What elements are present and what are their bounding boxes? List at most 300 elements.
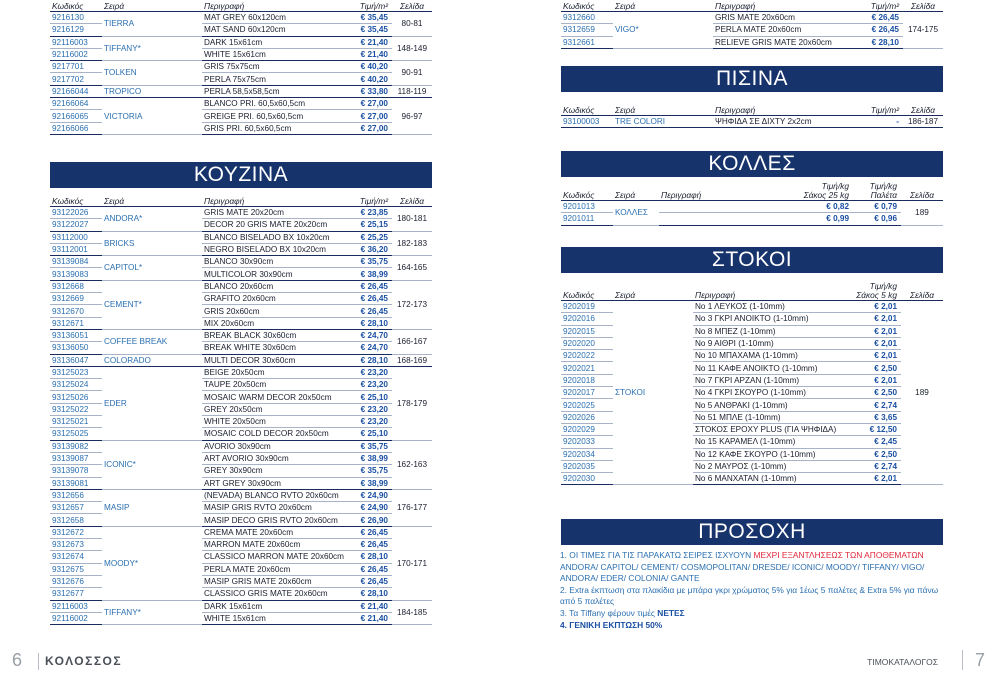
- product-code: 9217701: [50, 61, 102, 73]
- price: € 2,50: [853, 362, 901, 374]
- product-code: 9202033: [561, 436, 613, 448]
- product-description: Νο 3 ΓΚΡΙ ΑΝΟΙΚΤΟ (1-10mm): [693, 313, 853, 325]
- product-code: 9312672: [50, 526, 102, 538]
- price: € 26,45: [350, 539, 392, 551]
- product-description: TAUPE 20x50cm: [202, 379, 350, 391]
- product-code: 92166066: [50, 122, 102, 134]
- product-description: Νο 2 ΜΑΥΡΟΣ (1-10mm): [693, 460, 853, 472]
- col-price-sack: Τιμή/kg Σάκος 25 kg: [803, 181, 849, 200]
- product-description: PERLA MATE 20x60cm: [202, 563, 350, 575]
- catalog-page: 176-177: [392, 489, 432, 526]
- product-code: 93122026: [50, 207, 102, 219]
- product-description: Νο 51 ΜΠΛΕ (1-10mm): [693, 411, 853, 423]
- series-name: TOLKEN: [102, 61, 202, 86]
- catalog-page: 96-97: [392, 98, 432, 135]
- product-description: CLASSICO GRIS MATE 20x60cm: [202, 588, 350, 600]
- series-name: BRICKS: [102, 231, 202, 256]
- product-description: GRIS 20x60cm: [202, 305, 350, 317]
- col-series: Σειρά: [615, 105, 636, 115]
- catalog-page: 172-173: [392, 280, 432, 329]
- glues-table: [561, 182, 943, 226]
- note-1: 1. ΟΙ ΤΙΜΕΣ ΓΙΑ ΤΙΣ ΠΑΡΑΚΑΤΩ ΣΕΙΡΕΣ ΙΣΧΥΟΥΝ ΜΕΧΡΙ ΕΞΑΝΤΛΗΣΕΩΣ ΤΩΝ ΑΠΟΘΕΜΑΤΩΝ: [560, 550, 924, 560]
- product-code: 93125023: [50, 366, 102, 378]
- product-description: PERLA MATE 20x60cm: [713, 24, 861, 36]
- product-code: 9216130: [50, 12, 102, 24]
- catalog-page: 90-91: [392, 61, 432, 86]
- product-description: Νο 15 ΚΑΡΑΜΕΛ (1-10mm): [693, 436, 853, 448]
- price: € 25,10: [350, 391, 392, 403]
- product-code: 93125022: [50, 403, 102, 415]
- price: € 23,20: [350, 366, 392, 378]
- price: € 24,70: [350, 342, 392, 354]
- price-sack: € 0,99: [801, 213, 853, 225]
- product-description: GRIS MATE 20x60cm: [713, 12, 861, 24]
- catalog-page: 184-185: [392, 600, 432, 625]
- product-code: 92116002: [50, 612, 102, 624]
- table-row: [50, 61, 432, 73]
- price: € 28,10: [350, 354, 392, 366]
- product-code: 9202019: [561, 301, 613, 313]
- product-code: 93139082: [50, 440, 102, 452]
- product-description: DECOR 20 GRIS MATE 20x20cm: [202, 219, 350, 231]
- series-name: TROPICO: [102, 85, 202, 97]
- product-description: MASIP GRIS RVTO 20x60cm: [202, 502, 350, 514]
- series-name: EDER: [102, 366, 202, 440]
- product-code: 9202029: [561, 423, 613, 435]
- product-code: 9312658: [50, 514, 102, 526]
- note-4: 4. ΓΕΝΙΚΗ ΕΚΠΤΩΣΗ 50%: [560, 619, 663, 630]
- col-page: Σελίδα: [910, 105, 936, 115]
- product-description: CREMA MATE 20x60cm: [202, 526, 350, 538]
- product-code: 9312669: [50, 293, 102, 305]
- price: € 26,45: [350, 575, 392, 587]
- product-description: BLANCO 30x90cm: [202, 256, 350, 268]
- note-1-highlight: ΜΕΧΡΙ ΕΞΑΝΤΛΗΣΕΩΣ ΤΩΝ ΑΠΟΘΕΜΑΤΩΝ: [753, 550, 924, 560]
- table-row: [561, 12, 943, 24]
- product-description: MAT GREY 60x120cm: [202, 12, 350, 24]
- price: € 26,45: [350, 563, 392, 575]
- series-name: TIFFANY*: [102, 600, 202, 625]
- series-name: ΚΟΛΛΕΣ: [613, 201, 659, 226]
- col-series: Σειρά: [615, 1, 636, 11]
- price: € 26,45: [861, 12, 903, 24]
- product-code: 93122027: [50, 219, 102, 231]
- product-description: BLANCO PRI. 60,5x60,5cm: [202, 98, 350, 110]
- product-code: 93112000: [50, 231, 102, 243]
- price: -: [861, 116, 903, 128]
- price: € 2,50: [853, 387, 901, 399]
- product-code: 93139081: [50, 477, 102, 489]
- product-code: 93125026: [50, 391, 102, 403]
- series-name: TRE COLORI: [613, 116, 713, 128]
- price: € 2,01: [853, 350, 901, 362]
- col-page: Σελίδα: [399, 1, 425, 11]
- product-code: 93139084: [50, 256, 102, 268]
- product-description: MASIP GRIS MATE 20x60cm: [202, 575, 350, 587]
- brand-logo: ΚΟΛΟΣΣΟΣ: [38, 653, 122, 670]
- series-name: COLORADO: [102, 354, 202, 366]
- table-row: [561, 301, 943, 313]
- price: € 12,50: [853, 423, 901, 435]
- series-name: ANDORA*: [102, 207, 202, 232]
- product-description: WHITE 15x61cm: [202, 48, 350, 60]
- product-description: RELIEVE GRIS MATE 20x60cm: [713, 36, 861, 48]
- price: € 23,20: [350, 403, 392, 415]
- product-description: BLANCO BISELADO BX 10x20cm: [202, 231, 350, 243]
- price-pallet: € 0,79: [853, 201, 901, 213]
- col-code: Κωδικός: [563, 190, 595, 200]
- product-description: GREY 30x90cm: [202, 465, 350, 477]
- col-series: Σειρά: [104, 1, 125, 11]
- catalog-page: 118-119: [392, 85, 432, 97]
- product-code: 92116003: [50, 600, 102, 612]
- price: € 2,50: [853, 448, 901, 460]
- col-series: Σειρά: [104, 196, 125, 206]
- product-description: PERLA 75x75cm: [202, 73, 350, 85]
- product-code: 9202026: [561, 411, 613, 423]
- product-code: 9216129: [50, 24, 102, 36]
- series-name: VIGO*: [613, 12, 713, 49]
- product-description: Νο 10 ΜΠΑΧΑΜΑ (1-10mm): [693, 350, 853, 362]
- price: € 28,10: [350, 588, 392, 600]
- price: € 23,85: [350, 207, 392, 219]
- product-description: BREAK WHITE 30x60cm: [202, 342, 350, 354]
- product-code: 93139087: [50, 452, 102, 464]
- product-description: ART GREY 30x90cm: [202, 477, 350, 489]
- catalog-page: 182-183: [392, 231, 432, 256]
- table-row: [50, 280, 432, 292]
- table-row: [50, 354, 432, 366]
- price: € 26,45: [861, 24, 903, 36]
- product-description: CLASSICO MARRON MATE 20x60cm: [202, 551, 350, 563]
- product-description: MARRON MATE 20x60cm: [202, 539, 350, 551]
- price: € 35,45: [350, 12, 392, 24]
- product-description: Νο 4 ΓΚΡΙ ΣΚΟΥΡΟ (1-10mm): [693, 387, 853, 399]
- series-name: VICTORIA: [102, 98, 202, 135]
- col-desc: Περιγραφή: [204, 1, 245, 11]
- price: € 26,45: [350, 526, 392, 538]
- series-name: ICONIC*: [102, 440, 202, 489]
- table-row: [50, 489, 432, 501]
- product-description: Νο 9 ΑΙΘΡΙ (1-10mm): [693, 337, 853, 349]
- product-code: 92166065: [50, 110, 102, 122]
- product-description: GREIGE PRI. 60,5x60,5cm: [202, 110, 350, 122]
- product-description: DARK 15x61cm: [202, 36, 350, 48]
- product-description: GRIS PRI. 60,5x60,5cm: [202, 122, 350, 134]
- price: € 23,20: [350, 416, 392, 428]
- table-row: [50, 231, 432, 243]
- col-price-kg: Τιμή/kg Σάκος 5 kg: [856, 281, 897, 300]
- product-code: 9202030: [561, 473, 613, 485]
- catalog-page: 80-81: [392, 12, 432, 37]
- product-code: 93136051: [50, 329, 102, 341]
- product-description: (NEVADA) BLANCO RVTO 20x60cm: [202, 489, 350, 501]
- col-price-pallet: Τιμή/kg Παλέτα: [869, 181, 897, 200]
- product-description: BREAK BLACK 30x60cm: [202, 329, 350, 341]
- product-code: 92116003: [50, 36, 102, 48]
- col-desc: Περιγραφή: [204, 196, 245, 206]
- product-code: 9202034: [561, 448, 613, 460]
- product-code: 93136047: [50, 354, 102, 366]
- product-description: Νο 12 ΚΑΦΕ ΣΚΟΥΡΟ (1-10mm): [693, 448, 853, 460]
- table-row: [50, 207, 432, 219]
- product-code: 9202025: [561, 399, 613, 411]
- product-description: GRAFITO 20x60cm: [202, 293, 350, 305]
- price: € 40,20: [350, 73, 392, 85]
- price: € 2,01: [853, 337, 901, 349]
- price: € 3,65: [853, 411, 901, 423]
- price: € 2,74: [853, 399, 901, 411]
- price: € 21,40: [350, 36, 392, 48]
- price: € 2,45: [853, 436, 901, 448]
- catalog-page: 178-179: [392, 366, 432, 440]
- col-price: Τιμή/m²: [359, 1, 388, 11]
- product-code: 9201011: [561, 213, 613, 225]
- product-code: 9312661: [561, 36, 613, 48]
- table-row: [50, 12, 432, 24]
- product-description: MAT SAND 60x120cm: [202, 24, 350, 36]
- product-code: 9202015: [561, 325, 613, 337]
- product-code: 9312657: [50, 502, 102, 514]
- product-code: 93100003: [561, 116, 613, 128]
- price: € 25,10: [350, 428, 392, 440]
- price: € 40,20: [350, 61, 392, 73]
- price: € 2,01: [853, 301, 901, 313]
- product-description: WHITE 15x61cm: [202, 612, 350, 624]
- glues-banner: ΚΟΛΛΕΣ: [561, 151, 943, 177]
- table-row: [50, 98, 432, 110]
- product-code: 93125021: [50, 416, 102, 428]
- kitchen-banner: ΚΟΥΖΙΝΑ: [50, 162, 432, 188]
- product-code: 93139078: [50, 465, 102, 477]
- product-code: 93125024: [50, 379, 102, 391]
- table-row: [50, 36, 432, 48]
- price: € 2,01: [853, 374, 901, 386]
- product-code: 93112001: [50, 243, 102, 255]
- col-code: Κωδικός: [52, 1, 84, 11]
- catalog-page: 186-187: [903, 116, 943, 128]
- product-description: [659, 201, 801, 213]
- product-code: 9312677: [50, 588, 102, 600]
- catalog-page: 174-175: [903, 12, 943, 49]
- series-name: COFFEE BREAK: [102, 329, 202, 354]
- product-description: NEGRO BISELADO BX 10x20cm: [202, 243, 350, 255]
- catalog-page: 162-163: [392, 440, 432, 489]
- right-page-number: 7: [975, 650, 986, 670]
- price: € 27,00: [350, 110, 392, 122]
- note-3: 3. Τα Tiffany φέρουν τιμές ΝΕΤΕΣ: [560, 607, 685, 618]
- col-price: Τιμή/m²: [870, 105, 899, 115]
- product-code: 93125025: [50, 428, 102, 440]
- table-row: [50, 600, 432, 612]
- series-name: MOODY*: [102, 526, 202, 600]
- price: € 24,70: [350, 329, 392, 341]
- col-series: Σειρά: [615, 290, 636, 300]
- price: € 2,01: [853, 325, 901, 337]
- catalog-page: 189: [901, 201, 943, 226]
- product-code: 9202020: [561, 337, 613, 349]
- product-code: 9201013: [561, 201, 613, 213]
- price: € 2,74: [853, 460, 901, 472]
- price: € 26,45: [350, 305, 392, 317]
- catalog-page: 148-149: [392, 36, 432, 61]
- product-code: 93136050: [50, 342, 102, 354]
- catalog-page: 166-167: [392, 329, 432, 354]
- product-description: MASIP DECO GRIS RVTO 20x60cm: [202, 514, 350, 526]
- price: € 38,99: [350, 268, 392, 280]
- footer-divider: [962, 650, 963, 670]
- table-row: [50, 366, 432, 378]
- product-code: 9312656: [50, 489, 102, 501]
- product-description: MIX 20x60cm: [202, 317, 350, 329]
- product-description: Νο 7 ΓΚΡΙ ΑΡΖΑΝ (1-10mm): [693, 374, 853, 386]
- price: € 38,99: [350, 477, 392, 489]
- col-series: Σειρά: [615, 190, 636, 200]
- price: € 21,40: [350, 612, 392, 624]
- catalog-page: 180-181: [392, 207, 432, 232]
- attention-notes: [560, 550, 946, 631]
- col-code: Κωδικός: [52, 196, 84, 206]
- product-code: 9312673: [50, 539, 102, 551]
- product-description: GREY 20x50cm: [202, 403, 350, 415]
- series-name: CEMENT*: [102, 280, 202, 329]
- product-code: 9312670: [50, 305, 102, 317]
- price-pallet: € 0,96: [853, 213, 901, 225]
- col-desc: Περιγραφή: [695, 290, 736, 300]
- price: € 27,00: [350, 98, 392, 110]
- product-code: 9312671: [50, 317, 102, 329]
- table-row: [50, 256, 432, 268]
- note-1-series-list: ANDORA/ CAPITOL/ CEMENT/ COSMOPOLITAN/ DRESDE/ ICONIC/ MOODY/ TIFFANY/ VIGO/ ANDORA/ EDER/ COLONIA/ GANTE: [560, 561, 925, 584]
- col-price: Τιμή/m²: [870, 1, 899, 11]
- product-description: BEIGE 20x50cm: [202, 366, 350, 378]
- grouts-banner: ΣΤΟΚΟΙ: [561, 247, 943, 273]
- product-description: ΣΤΟΚΟΣ ΕΡΟΧΥ PLUS (ΓΙΑ ΨΗΦΙΔΑ): [693, 423, 853, 435]
- price: € 35,75: [350, 440, 392, 452]
- product-description: Νο 11 ΚΑΦΕ ΑΝΟΙΚΤΟ (1-10mm): [693, 362, 853, 374]
- product-description: MOSAIC WARM DECOR 20x50cm: [202, 391, 350, 403]
- product-code: 9312659: [561, 24, 613, 36]
- series-name: MASIP: [102, 489, 202, 526]
- attention-banner: ΠΡΟΣΟΧΗ: [561, 519, 943, 545]
- grouts-table: [561, 282, 943, 485]
- col-desc: Περιγραφή: [715, 1, 756, 11]
- series-name: CAPITOL*: [102, 256, 202, 281]
- price: € 35,45: [350, 24, 392, 36]
- series-name: TIFFANY*: [102, 36, 202, 61]
- price: € 25,25: [350, 231, 392, 243]
- col-page: Σελίδα: [399, 196, 425, 206]
- col-page: Σελίδα: [909, 290, 935, 300]
- product-code: 9202035: [561, 460, 613, 472]
- product-code: 9202017: [561, 387, 613, 399]
- product-description: AVORIO 30x90cm: [202, 440, 350, 452]
- price: € 2,01: [853, 473, 901, 485]
- pool-banner: ΠΙΣΙΝΑ: [561, 66, 943, 92]
- catalog-page: 168-169: [392, 354, 432, 366]
- product-code: 9312676: [50, 575, 102, 587]
- table-row: [561, 116, 943, 128]
- col-page: Σελίδα: [909, 190, 935, 200]
- price: € 27,00: [350, 122, 392, 134]
- price-sack: € 0,82: [801, 201, 853, 213]
- product-description: WHITE 20x50cm: [202, 416, 350, 428]
- col-code: Κωδικός: [563, 1, 595, 11]
- product-code: 9202016: [561, 313, 613, 325]
- product-code: 9217702: [50, 73, 102, 85]
- product-description: GRIS 75x75cm: [202, 61, 350, 73]
- product-description: Νο 6 ΜΑΝΧΑΤΑΝ (1-10mm): [693, 473, 853, 485]
- price: € 24,90: [350, 489, 392, 501]
- note-3-highlight: ΝΕΤΕΣ: [657, 607, 685, 618]
- product-code: 92166064: [50, 98, 102, 110]
- col-page: Σελίδα: [910, 1, 936, 11]
- series-name: ΣΤΟΚΟΙ: [613, 301, 693, 485]
- price: € 23,20: [350, 379, 392, 391]
- product-description: GRIS MATE 20x20cm: [202, 207, 350, 219]
- price: € 28,10: [350, 551, 392, 563]
- catalog-page: 164-165: [392, 256, 432, 281]
- pool-table: [561, 106, 943, 128]
- product-code: 9312675: [50, 563, 102, 575]
- product-description: DARK 15x61cm: [202, 600, 350, 612]
- price: € 25,15: [350, 219, 392, 231]
- price: € 21,40: [350, 600, 392, 612]
- product-description: MULTICOLOR 30x90cm: [202, 268, 350, 280]
- col-price: Τιμή/m²: [359, 196, 388, 206]
- col-code: Κωδικός: [563, 105, 595, 115]
- table-row: [50, 526, 432, 538]
- tiles-table-top: [50, 2, 432, 135]
- col-desc: Περιγραφή: [715, 105, 756, 115]
- product-description: Νο 8 ΜΠΕΖ (1-10mm): [693, 325, 853, 337]
- table-row: [50, 440, 432, 452]
- price: € 24,90: [350, 502, 392, 514]
- product-description: Νο 1 ΛΕΥΚΟΣ (1-10mm): [693, 301, 853, 313]
- price: € 36,20: [350, 243, 392, 255]
- product-code: 9312674: [50, 551, 102, 563]
- price: € 2,01: [853, 313, 901, 325]
- price: € 28,10: [350, 317, 392, 329]
- product-code: 9312660: [561, 12, 613, 24]
- vigo-table: [561, 2, 943, 49]
- price: € 35,75: [350, 465, 392, 477]
- product-code: 9202022: [561, 350, 613, 362]
- price: € 21,40: [350, 48, 392, 60]
- product-code: 92166044: [50, 85, 102, 97]
- product-code: 9202021: [561, 362, 613, 374]
- product-code: 9202018: [561, 374, 613, 386]
- series-name: TIERRA: [102, 12, 202, 37]
- product-description: ΨΗΦΙΔΑ ΣΕ ΔΙΧΤΥ 2x2cm: [713, 116, 861, 128]
- price: € 33,80: [350, 85, 392, 97]
- product-description: Νο 5 ΑΝΘΡΑΚΙ (1-10mm): [693, 399, 853, 411]
- product-description: PERLA 58,5x58,5cm: [202, 85, 350, 97]
- product-description: [659, 213, 801, 225]
- table-row: [561, 201, 943, 213]
- col-code: Κωδικός: [563, 290, 595, 300]
- catalog-label: ΤΙΜΟΚΑΤΑΛΟΓΟΣ: [867, 657, 938, 667]
- note-2: 2. Extra έκπτωση στα πλακίδια με μπάρα γκρι χρώματος 5% για 1έως 5 παλέτες & Extra 5% για πάνω από 5 παλέτες: [560, 584, 939, 607]
- price: € 26,45: [350, 293, 392, 305]
- kitchen-table: [50, 197, 432, 625]
- product-code: 92116002: [50, 48, 102, 60]
- table-row: [50, 329, 432, 341]
- product-code: 93139083: [50, 268, 102, 280]
- product-description: ART AVORIO 30x90cm: [202, 452, 350, 464]
- price: € 35,75: [350, 256, 392, 268]
- price: € 38,99: [350, 452, 392, 464]
